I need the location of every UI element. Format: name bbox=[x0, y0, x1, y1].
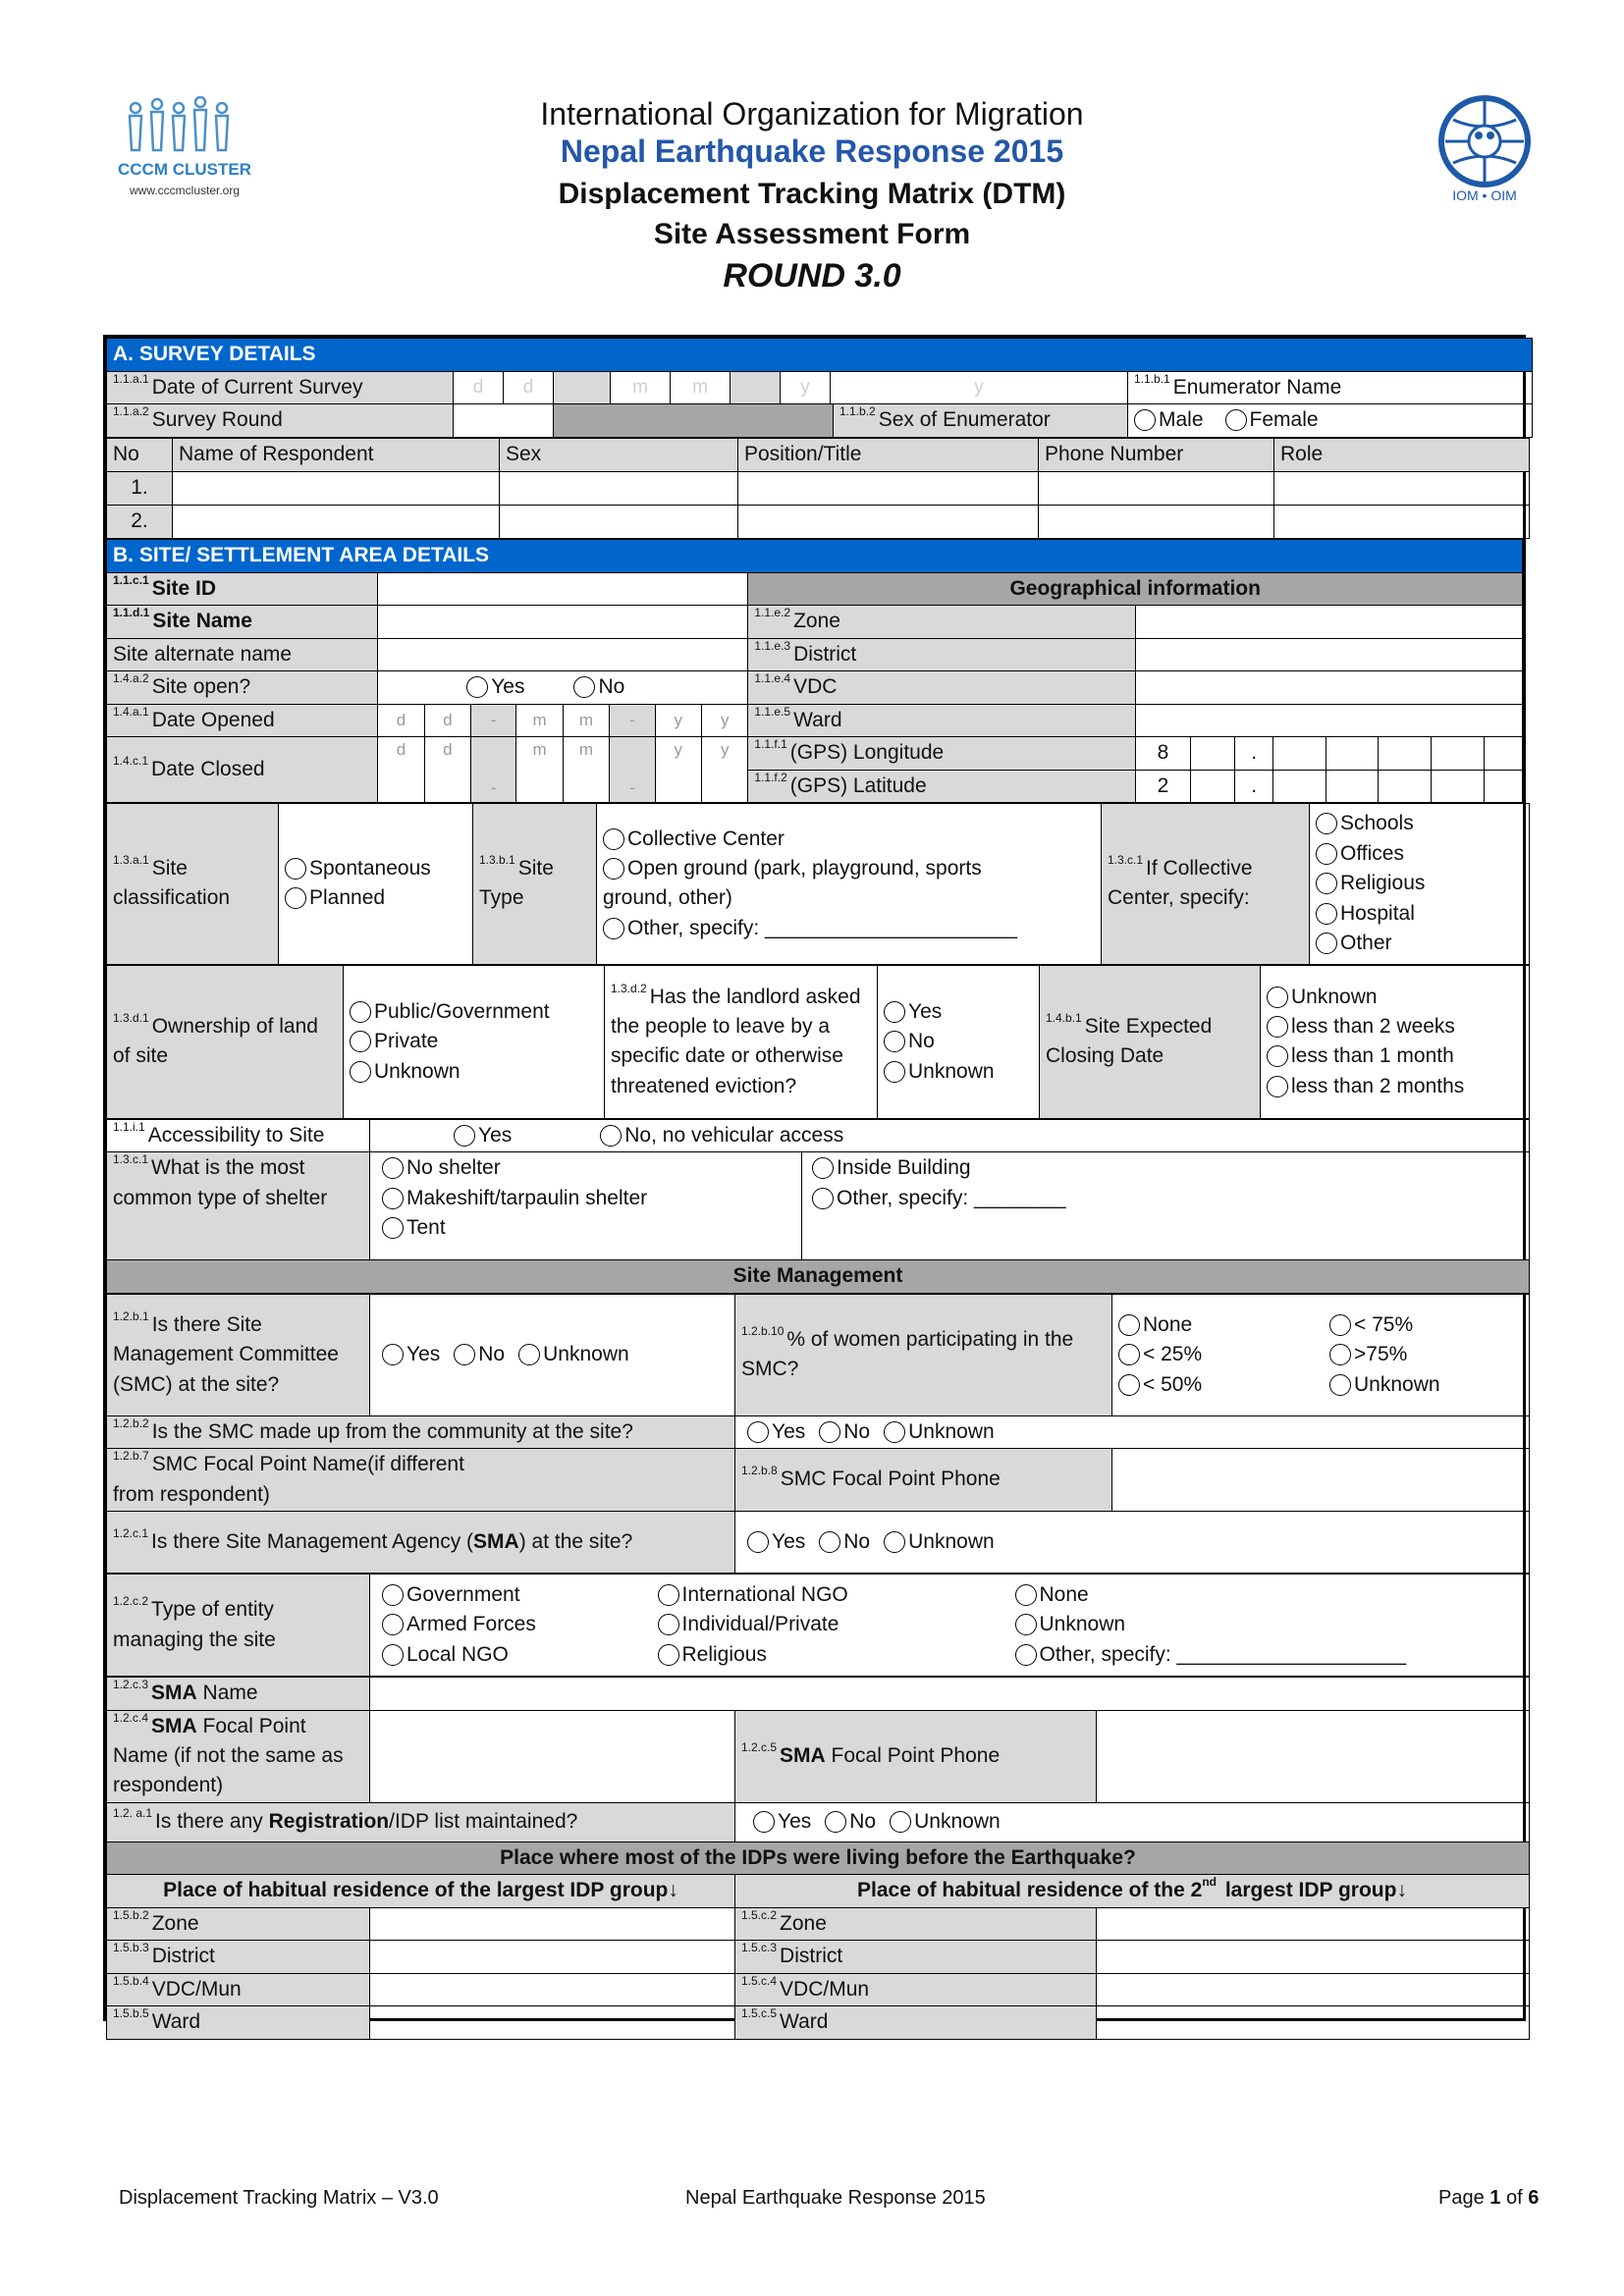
religious-radio[interactable]: Religious bbox=[1316, 869, 1523, 898]
table-row: 1. bbox=[107, 471, 1530, 505]
enumerator-name-label: Enumerator Name bbox=[1172, 376, 1342, 399]
date-day-input[interactable]: d bbox=[504, 372, 554, 404]
survey-details-table: A. SURVEY DETAILS $^{1.1.a.1}$ Date of Current Survey d d m m y y $^{1.1.b.1}$ Enumerator Name $^{1.1.a.2}$ Survey Round $^{1.1.b.2}$ Sex of Enumerator Male Female bbox=[106, 338, 1533, 438]
sma-name-input[interactable] bbox=[370, 1678, 1530, 1710]
site-management-table: $^{1.2.b.1}$ Is there Site Management Committee (SMC) at the site? Yes No Unknown $^{1.2.b.10}$ % of women participating in the SMC? None < 25% < 50% < 75% >75% Unknown $^{1.2.b.2}$ Is the SMC made up from the community at the site? Yes No Unknown $^{1.2.b.7}$ SMC Focal Point Name(if different from respondent) $^{1.2.b.8}$ SMC Focal Point Phone $^{1.2.c.1}$ Is there Site Management Agency (SMA) at the site? Yes No Unknown bbox=[106, 1294, 1530, 1574]
shelter-type-label: What is the most common type of shelter bbox=[113, 1156, 328, 1209]
none-entity-radio[interactable]: None bbox=[1015, 1580, 1524, 1610]
site-open-yes-radio[interactable]: Yes bbox=[466, 672, 524, 702]
sma-focal-point-input[interactable] bbox=[370, 1710, 735, 1802]
date-year-input[interactable]: y bbox=[781, 372, 831, 404]
latitude-label: (GPS) Latitude bbox=[789, 774, 927, 797]
schools-radio[interactable]: Schools bbox=[1316, 809, 1523, 838]
table-row: 2. bbox=[107, 505, 1530, 538]
vdc-label: VDC bbox=[793, 675, 838, 699]
male-radio[interactable]: Male bbox=[1134, 405, 1204, 435]
hospital-radio[interactable]: Hospital bbox=[1316, 899, 1523, 929]
inside-building-radio[interactable]: Inside Building bbox=[812, 1153, 1523, 1183]
alt-name-input[interactable] bbox=[378, 638, 748, 670]
closing-unknown-radio[interactable]: Unknown bbox=[1267, 983, 1523, 1012]
women-50-radio[interactable]: < 50% bbox=[1118, 1370, 1329, 1400]
site-assessment-form bbox=[103, 335, 1526, 2034]
largest-group-header: Place of habitual residence of the largest IDP group↓ bbox=[107, 1875, 735, 1907]
comm-yes-radio[interactable]: Yes bbox=[747, 1417, 805, 1447]
women-smc-label: % of women participating in the SMC? bbox=[741, 1327, 1074, 1381]
smc-focal-point-label: SMC Focal Point Name(if different from respondent) bbox=[113, 1453, 464, 1506]
other-radio[interactable]: Other bbox=[1316, 929, 1523, 958]
site-id-input[interactable] bbox=[378, 572, 748, 605]
female-radio[interactable]: Female bbox=[1225, 405, 1319, 435]
smc-label: Is there Site Management Committee (SMC) at the site? bbox=[113, 1312, 339, 1396]
access-no-radio[interactable]: No, no vehicular access bbox=[600, 1121, 843, 1150]
geo-info-title: Geographical information bbox=[748, 572, 1523, 605]
sma-label: Is there Site Management Agency (SMA) at the site? bbox=[151, 1529, 633, 1553]
eviction-yes-radio[interactable]: Yes bbox=[884, 997, 1033, 1027]
landlord-eviction-label: Has the landlord asked the people to leave by a specific date or otherwise threatened eviction? bbox=[611, 985, 861, 1097]
sma-name-label: Name bbox=[196, 1682, 258, 1705]
iom-logo-text: IOM • OIM bbox=[1452, 187, 1517, 203]
smc-no-radio[interactable]: No bbox=[454, 1340, 505, 1369]
registration-label: Is there any Registration/IDP list maintained? bbox=[155, 1810, 578, 1834]
site-open-no-radio[interactable]: No bbox=[573, 672, 624, 702]
collective-center-radio[interactable]: Collective Center bbox=[603, 825, 1095, 854]
closing-1month-radio[interactable]: less than 1 month bbox=[1267, 1041, 1523, 1071]
closing-2months-radio[interactable]: less than 2 months bbox=[1267, 1072, 1523, 1101]
respondents-table bbox=[106, 438, 1530, 539]
sma-yes-radio[interactable]: Yes bbox=[747, 1527, 805, 1557]
date-month-input[interactable]: m bbox=[611, 372, 671, 404]
smc-yes-radio[interactable]: Yes bbox=[382, 1340, 440, 1369]
women-none-radio[interactable]: None bbox=[1118, 1310, 1329, 1340]
district-input[interactable] bbox=[1136, 638, 1523, 670]
no-shelter-radio[interactable]: No shelter bbox=[382, 1153, 795, 1183]
table-row: $^{1.5.b.2}$ Zone $^{1.5.c.2}$ Zone bbox=[107, 1907, 1530, 1940]
smc-focal-phone-label: SMC Focal Point Phone bbox=[780, 1468, 1001, 1491]
comm-unknown-radio[interactable]: Unknown bbox=[884, 1417, 995, 1447]
eviction-no-radio[interactable]: No bbox=[884, 1027, 1033, 1056]
site-classification-table: $^{1.3.a.1}$ Site classification Spontaneous Planned $^{1.3.b.1}$ Site Type Collective Center Open ground (park, playground, sports ground, other) Other, specify: ______________________ $^{1.3.c.1}$ If Collective Center, specify: Schools Offices Religious Hospital Other bbox=[106, 803, 1530, 965]
international-ngo-radio[interactable]: International NGO bbox=[658, 1580, 1003, 1610]
ward-label: Ward bbox=[793, 708, 842, 731]
survey-round-input[interactable] bbox=[454, 404, 554, 437]
open-ground-radio[interactable]: Open ground (park, playground, sports bbox=[603, 854, 1095, 883]
armed-forces-radio[interactable]: Armed Forces bbox=[382, 1610, 646, 1639]
government-radio[interactable]: Government bbox=[382, 1580, 646, 1610]
table-row: $^{1.5.b.4}$ VDC/Mun $^{1.5.c.4}$ VDC/Mun bbox=[107, 1973, 1530, 2005]
spontaneous-radio[interactable]: Spontaneous bbox=[285, 854, 466, 883]
site-details-table: B. SITE/ SETTLEMENT AREA DETAILS $^{1.1.c.1}$ Site ID Geographical information $^{1.1.d.1}$ Site Name $^{1.1.e.2}$ Zone Site alternate name $^{1.1.e.3}$ District $^{1.4.a.2}$ Site open? Yes No $^{1.1.e.4}$ VDC $^{1.4.a.1}$ Date Opened d d - m m - y y $^{1.1.e.5}$ Ward $^{1.4.c.1}$ Date Closed d d - m m - y y $^{1.1.f.1}$ (GPS) Longitude 8 . $^{1.1.f.2}$ (GPS) Latitude 2 . bbox=[106, 539, 1523, 803]
individual-radio[interactable]: Individual/Private bbox=[658, 1610, 1003, 1639]
site-id-label: Site ID bbox=[151, 576, 217, 600]
eviction-unknown-radio[interactable]: Unknown bbox=[884, 1057, 1033, 1087]
col-phone: Phone Number bbox=[1039, 438, 1274, 471]
cccm-logo-text: CCCM CLUSTER bbox=[118, 160, 251, 179]
unknown-ownership-radio[interactable]: Unknown bbox=[350, 1057, 598, 1087]
footer-left: Displacement Tracking Matrix – V3.0 bbox=[119, 2187, 439, 2209]
site-classification-label: Site classification bbox=[113, 857, 231, 910]
site-type-label: Site Type bbox=[479, 857, 554, 910]
ownership-label: Ownership of land of site bbox=[113, 1015, 318, 1068]
private-radio[interactable]: Private bbox=[350, 1027, 598, 1056]
site-name-label: Site Name bbox=[152, 610, 252, 633]
dtm-title: Displacement Tracking Matrix (DTM) bbox=[558, 178, 1066, 210]
table-row: $^{1.5.b.3}$ District $^{1.5.c.3}$ District bbox=[107, 1941, 1530, 1973]
section-a-title: A. SURVEY DETAILS bbox=[107, 339, 1533, 372]
longitude-value[interactable]: 8 bbox=[1136, 737, 1191, 770]
planned-radio[interactable]: Planned bbox=[285, 883, 466, 913]
footer-center: Nepal Earthquake Response 2015 bbox=[685, 2187, 986, 2209]
zone-input[interactable] bbox=[1136, 606, 1523, 638]
ownership-table: $^{1.3.d.1}$ Ownership of land of site Public/Government Private Unknown $^{1.3.d.2}$ Has the landlord asked the people to leave by a specific date or otherwise threatened eviction? Yes No Unknown $^{1.4.b.1}$ Site Expected Closing Date Unknown less than 2 weeks less than 1 month less than 2 months bbox=[106, 965, 1530, 1119]
district-label: District bbox=[793, 642, 857, 666]
iom-logo bbox=[1432, 94, 1538, 204]
col-position: Position/Title bbox=[738, 438, 1039, 471]
entity-type-label: Type of entity managing the site bbox=[113, 1598, 276, 1651]
date-opened-label: Date Opened bbox=[151, 708, 275, 731]
other-entity-radio[interactable]: Other, specify: ____________________ bbox=[1015, 1640, 1524, 1670]
smc-community-label: Is the SMC made up from the community at the site? bbox=[151, 1419, 633, 1443]
accessibility-label: Accessibility to Site bbox=[147, 1123, 325, 1147]
religious-entity-radio[interactable]: Religious bbox=[658, 1640, 1003, 1670]
alt-name-label: Site alternate name bbox=[107, 638, 378, 670]
ward-input[interactable] bbox=[1136, 704, 1523, 736]
sma-details-table: $^{1.2.c.3}$ SMA Name $^{1.2.c.4}$ SMA Focal Point Name (if not the same as respondent) $^{1.2.c.5}$ SMA Focal Point Phone $^{1.2. a.1}$ Is there any Registration/IDP list maintained? Yes No Unknown Place where most of the IDPs were living before the Earthquake? Place of habitual residence of the largest IDP group↓ Place of habitual residence of the 2nd largest IDP group↓ $^{1.5.b.2}$ Zone $^{1.5.c.2}$ Zone $^{1.5.b.3}$ District $^{1.5.c.3}$ District $^{1.5.b.4}$ VDC/Mun $^{1.5.c.4}$ VDC/Mun $^{1.5.b.5}$ Ward $^{1.5.c.5}$ Ward bbox=[106, 1677, 1530, 2039]
form-title: Site Assessment Form bbox=[653, 218, 971, 250]
other-shelter-radio[interactable]: Other, specify: ________ bbox=[812, 1184, 1523, 1213]
longitude-label: (GPS) Longitude bbox=[789, 741, 945, 765]
col-role: Role bbox=[1274, 438, 1530, 471]
section-b-title: B. SITE/ SETTLEMENT AREA DETAILS bbox=[107, 539, 1523, 572]
reg-unknown-radio[interactable]: Unknown bbox=[890, 1807, 1001, 1837]
makeshift-radio[interactable]: Makeshift/tarpaulin shelter bbox=[382, 1184, 795, 1213]
reg-yes-radio[interactable]: Yes bbox=[753, 1807, 811, 1837]
sex-of-enumerator-label: Sex of Enumerator bbox=[878, 408, 1051, 432]
vdc-input[interactable] bbox=[1136, 671, 1523, 704]
site-name-input[interactable] bbox=[378, 606, 748, 638]
idp-origin-title: Place where most of the IDPs were living before the Earthquake? bbox=[107, 1842, 1530, 1874]
sma-focal-point-label: Focal Point Name (if not the same as respondent) bbox=[113, 1714, 344, 1797]
tent-radio[interactable]: Tent bbox=[382, 1213, 795, 1243]
col-sex: Sex bbox=[500, 438, 738, 471]
date-month-input[interactable]: m bbox=[671, 372, 731, 404]
date-of-survey-label: Date of Current Survey bbox=[151, 376, 363, 399]
women-unknown-radio[interactable]: Unknown bbox=[1329, 1370, 1440, 1400]
public-radio[interactable]: Public/Government bbox=[350, 997, 598, 1027]
sma-focal-phone-label: Focal Point Phone bbox=[825, 1744, 1001, 1767]
women-25-radio[interactable]: < 25% bbox=[1118, 1340, 1329, 1369]
women-75-radio[interactable]: < 75% bbox=[1329, 1310, 1440, 1340]
sma-no-radio[interactable]: No bbox=[819, 1527, 870, 1557]
survey-round-label: Survey Round bbox=[151, 408, 283, 432]
reg-no-radio[interactable]: No bbox=[825, 1807, 876, 1837]
local-ngo-radio[interactable]: Local NGO bbox=[382, 1640, 646, 1670]
round-title: ROUND 3.0 bbox=[723, 257, 901, 294]
smc-unknown-radio[interactable]: Unknown bbox=[518, 1340, 629, 1369]
unknown-entity-radio[interactable]: Unknown bbox=[1015, 1610, 1524, 1639]
date-closed-label: Date Closed bbox=[151, 757, 265, 780]
smc-focal-phone-input[interactable] bbox=[1112, 1449, 1530, 1512]
footer-page: Page 1 of 6 bbox=[1438, 2187, 1540, 2209]
closing-2weeks-radio[interactable]: less than 2 weeks bbox=[1267, 1012, 1523, 1041]
org-title: International Organization for Migration bbox=[540, 96, 1084, 132]
sma-focal-phone-input[interactable] bbox=[1097, 1710, 1530, 1802]
second-group-header: Place of habitual residence of the 2nd largest IDP group↓ bbox=[735, 1875, 1530, 1907]
latitude-value[interactable]: 2 bbox=[1136, 770, 1191, 802]
access-shelter-table: $^{1.1.i.1}$ Accessibility to Site Yes No, no vehicular access $^{1.3.c.1}$ What is the most common type of shelter No shelter Makeshift/tarpaulin shelter Tent Inside Building Other, specify: ________ Site Management bbox=[106, 1119, 1530, 1294]
access-yes-radio[interactable]: Yes bbox=[454, 1121, 512, 1150]
date-year-input[interactable]: y bbox=[831, 372, 1128, 404]
col-no: No bbox=[107, 438, 173, 471]
zone-label: Zone bbox=[793, 610, 840, 633]
response-title: Nepal Earthquake Response 2015 bbox=[560, 133, 1064, 169]
table-row: $^{1.5.b.5}$ Ward $^{1.5.c.5}$ Ward bbox=[107, 2006, 1530, 2039]
col-name: Name of Respondent bbox=[173, 438, 500, 471]
women-over75-radio[interactable]: >75% bbox=[1329, 1340, 1440, 1369]
collective-center-label: If Collective Center, specify: bbox=[1108, 857, 1253, 910]
closing-date-label: Site Expected Closing Date bbox=[1046, 1015, 1213, 1068]
site-management-title: Site Management bbox=[107, 1260, 1530, 1293]
date-day-input[interactable]: d bbox=[454, 372, 504, 404]
sma-unknown-radio[interactable]: Unknown bbox=[884, 1527, 995, 1557]
other-type-radio[interactable]: Other, specify: ______________________ bbox=[603, 914, 1095, 943]
cccm-logo-url: www.cccmcluster.org bbox=[129, 184, 241, 197]
entity-table: $^{1.2.c.2}$ Type of entity managing the site Government Armed Forces Local NGO International NGO Individual/Private Religious None Unknown Other, specify: ____________________ bbox=[106, 1574, 1530, 1677]
comm-no-radio[interactable]: No bbox=[819, 1417, 870, 1447]
offices-radio[interactable]: Offices bbox=[1316, 839, 1523, 869]
site-open-label: Site open? bbox=[151, 675, 251, 699]
